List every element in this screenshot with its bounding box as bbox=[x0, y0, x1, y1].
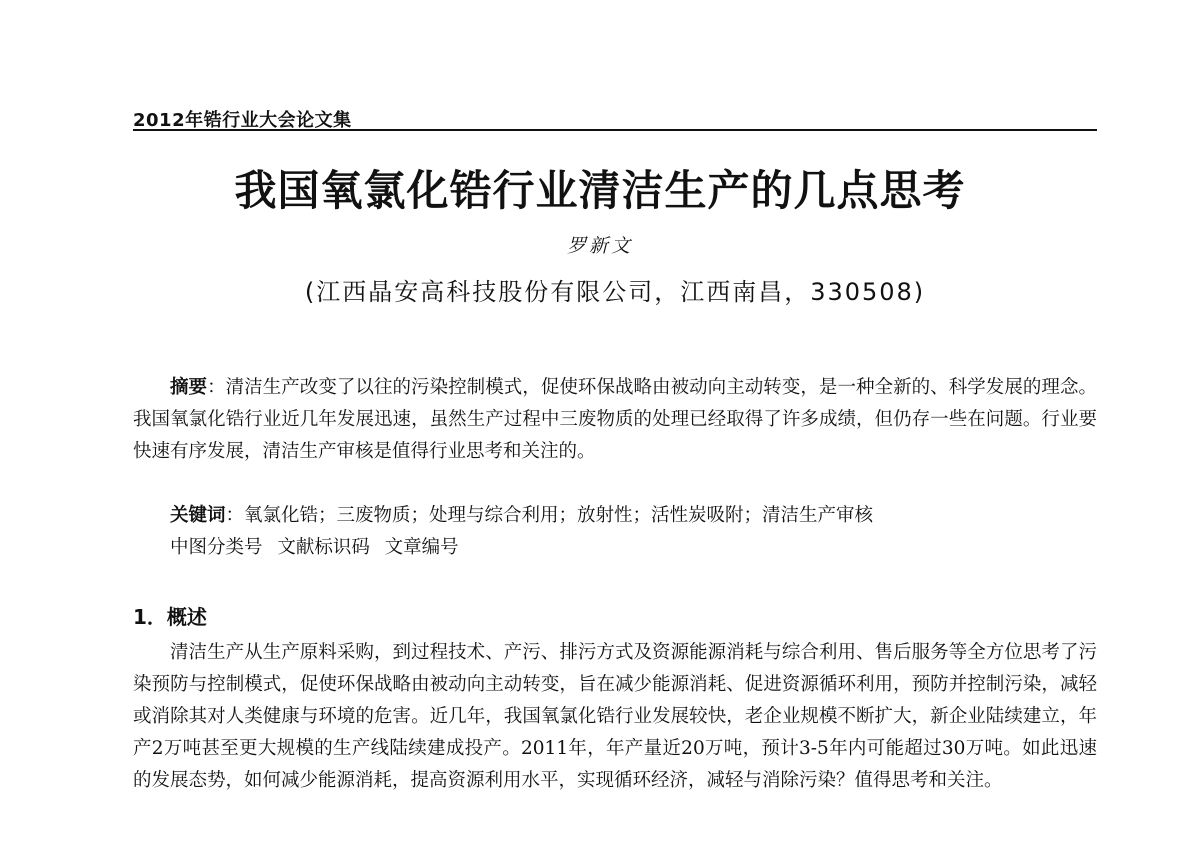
section-heading: 1．概述 bbox=[133, 605, 207, 629]
running-header: 2012年锆行业大会论文集 bbox=[133, 110, 352, 131]
keywords-label: 关键词 bbox=[170, 505, 226, 526]
clc-label: 中图分类号 bbox=[170, 537, 263, 558]
keywords-text: ：氧氯化锆；三废物质；处理与综合利用；放射性；活性炭吸附；清洁生产审核 bbox=[225, 505, 874, 526]
doc-code-label: 文献标识码 bbox=[277, 537, 370, 558]
section-body-paragraph: 清洁生产从生产原料采购，到过程技术、产污、排污方式及资源能源消耗与综合利用、售后服务等全方位思考了污染预防与控制模式，促使环保战略由被动向主动转变，旨在减少能源消耗、促进资源循环利用，预防并控制污染，减轻或消除其对人类健康与环境的危害。近几年，我国氧氯化锆行业发展较快，老企业规模不断扩大，新企业陆续建立，年产2万吨甚至更大规模的生产线陆续建成投产。2011年，年产量近20万吨，预计3-5年内可能超过30万吨。如此迅速的发展态势，如何减少能源消耗，提高资源利用水平，实现循环经济，减轻与消除污染？值得思考和关注。 bbox=[133, 642, 1097, 791]
classification-line bbox=[133, 532, 1097, 564]
abstract-text: ：清洁生产改变了以往的污染控制模式，促使环保战略由被动向主动转变，是一种全新的、科学发展的理念。我国氧氯化锆行业近几年发展迅速，虽然生产过程中三废物质的处理已经取得了许多成绩，但仍存一些在问题。行业要快速有序发展，清洁生产审核是值得行业思考和关注的。 bbox=[133, 377, 1097, 462]
author-name: 罗新文 bbox=[566, 235, 633, 257]
abstract-paragraph bbox=[133, 372, 1097, 468]
abstract-label: 摘要 bbox=[170, 377, 208, 398]
author-affiliation: (江西晶安高科技股份有限公司，江西南昌，330508) bbox=[304, 278, 926, 306]
keywords-line bbox=[133, 500, 1097, 532]
article-number-label: 文章编号 bbox=[384, 537, 459, 558]
header-rule bbox=[133, 129, 1097, 131]
paper-title: 我国氧氯化锆行业清洁生产的几点思考 bbox=[234, 166, 966, 215]
